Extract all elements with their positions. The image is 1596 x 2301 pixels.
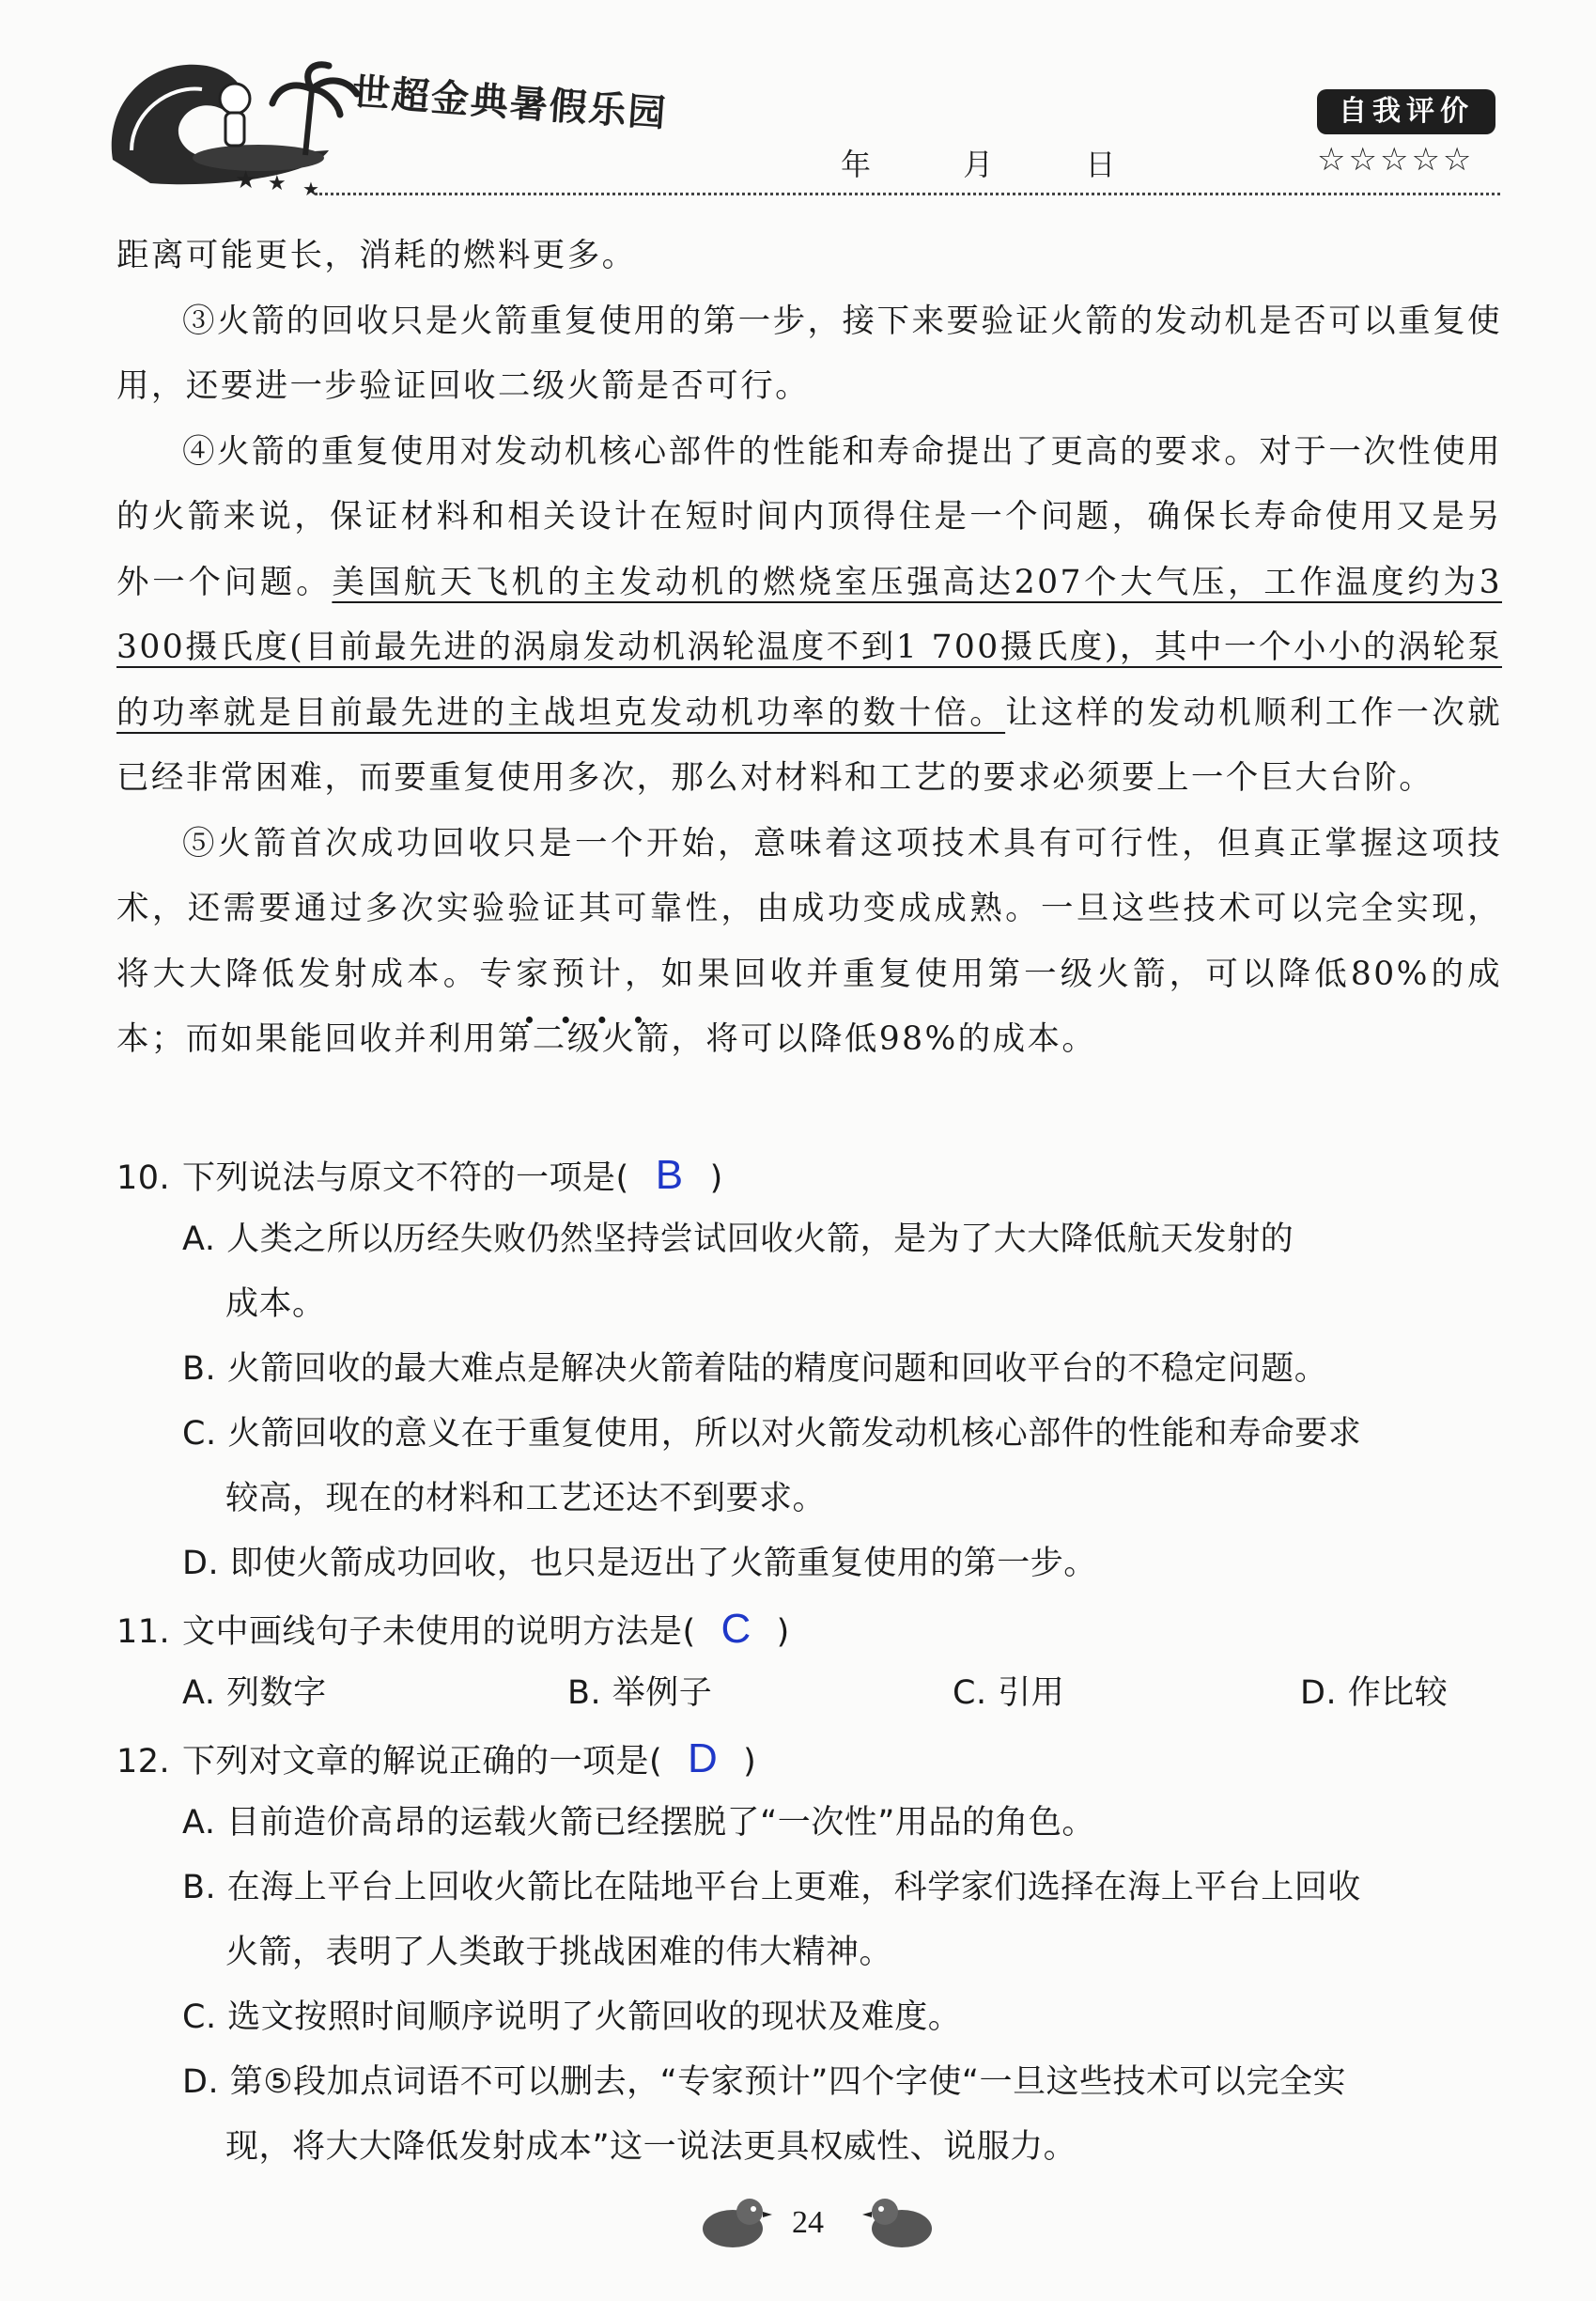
option-d: D. 第⑤段加点词语不可以删去，“专家预计”四个字使“一旦这些技术可以完全实 — [182, 2063, 1346, 2101]
question-text: 下列对文章的解说正确的一项是( — [182, 1743, 663, 1780]
option-a-cont: 成本。 — [225, 1285, 326, 1323]
day-label: 日 — [1085, 147, 1116, 182]
question-10-stem — [116, 1143, 1507, 1207]
p4-intro: ④火箭的重复使用对发动机核心部件的性能和寿命提出了更高的要求。对于一次性使用的火箭来说，保证材料和相关设计在短时间内顶得住是一个问题，确保长寿命使用又是另外一个问题。 — [116, 432, 1502, 601]
question-12-stem — [116, 1726, 1507, 1791]
option-a: A. 列数字 — [182, 1674, 327, 1712]
answer-field[interactable]: D — [688, 1735, 719, 1781]
rating-stars[interactable]: ☆☆☆☆☆ — [1317, 141, 1475, 179]
svg-text:★: ★ — [235, 166, 257, 194]
p5-intro: ⑤火箭首次成功回收只是一个开始，意味着这项技术具有可行性，但真正掌握这项技术，还需要通过多次实验验证其可靠性，由成功变成成熟。一旦这些技术可以完全实现，将大大降低发射成本。 — [116, 824, 1502, 993]
month-label: 月 — [963, 147, 994, 182]
answer-field[interactable]: B — [655, 1152, 684, 1198]
question-number: 12. — [116, 1743, 171, 1780]
year-label: 年 — [841, 147, 872, 182]
passage-paragraph-5 — [116, 812, 1502, 1073]
option-d-cont: 现，将大大降低发射成本”这一说法更具权威性、说服力。 — [225, 2128, 1077, 2166]
question-list — [116, 1143, 1507, 2180]
question-paren: ) — [709, 1159, 723, 1197]
question-text: 文中画线句子未使用的说明方法是( — [182, 1613, 696, 1651]
option-c: C. 火箭回收的意义在于重复使用，所以对火箭发动机核心部件的性能和寿命要求 — [182, 1415, 1362, 1453]
option-b: B. 火箭回收的最大难点是解决火箭着陆的精度问题和回收平台的不稳定问题。 — [182, 1350, 1328, 1388]
question-number: 11. — [116, 1613, 171, 1651]
self-eval-badge: 自我评价 — [1317, 89, 1495, 134]
p4-conclusion: 让这样的发动机顺利工作一次就已经非常困难，而要重复使用多次，那么对材料和工艺的要求必须要上一个巨大台阶。 — [116, 693, 1502, 797]
dotted-char: 预 — [551, 955, 589, 993]
option-b-cont: 火箭，表明了人类敢于挑战困难的伟大精神。 — [225, 1934, 893, 1971]
date-line — [841, 141, 1198, 184]
dotted-char: 家 — [516, 955, 552, 993]
page-number: 24 — [792, 2205, 824, 2240]
passage-paragraph-2-end: 距离可能更长，消耗的燃料更多。 — [116, 237, 637, 274]
dotted-char: 计 — [588, 955, 626, 993]
option-b: B. 在海上平台上回收火箭比在陆地平台上更难，科学家们选择在海上平台上回收 — [182, 1869, 1361, 1906]
svg-text:★: ★ — [268, 172, 287, 195]
option-c-cont: 较高，现在的材料和工艺还达不到要求。 — [225, 1480, 827, 1517]
svg-text:★: ★ — [302, 178, 319, 197]
question-paren: ) — [743, 1743, 757, 1780]
passage-paragraph-3: ③火箭的回收只是火箭重复使用的第一步，接下来要验证火箭的发动机是否可以重复使用，还要进一步验证回收二级火箭是否可行。 — [116, 302, 1502, 405]
option-d: D. 即使火箭成功回收，也只是迈出了火箭重复使用的第一步。 — [182, 1545, 1097, 1582]
option-c: C. 引用 — [953, 1674, 1065, 1712]
option-b: B. 举例子 — [567, 1674, 713, 1712]
brand-title: 世超金典暑假乐园 — [350, 70, 669, 136]
question-text: 下列说法与原文不符的一项是( — [182, 1159, 629, 1197]
dotted-phrase — [479, 956, 625, 993]
question-11-stem — [116, 1596, 1507, 1661]
question-11-options — [116, 1661, 1507, 1726]
header-divider — [315, 193, 1500, 195]
island-logo-icon — [94, 47, 376, 197]
question-paren: ) — [776, 1613, 790, 1651]
option-a: A. 目前造价高昂的运载火箭已经摆脱了“一次性”用品的角色。 — [182, 1804, 1095, 1842]
passage-paragraph-4 — [116, 420, 1502, 812]
dotted-char: 专 — [479, 955, 517, 993]
underlined-sentence: 美国航天飞机的主发动机的燃烧室压强高达207个大气压，工作温度约为3 300摄氏度(目前最先进的涡扇发动机涡轮温度不到1 700摄氏度)，其中一个小小的涡轮泵的功率就是目前最先进的主战坦克发动机功率的数十倍。 — [116, 563, 1502, 732]
question-number: 10. — [116, 1159, 171, 1197]
option-a: A. 人类之所以历经失败仍然坚持尝试回收火箭，是为了大大降低航天发射的 — [182, 1220, 1294, 1258]
p5-conclusion: ，如果回收并重复使用第一级火箭，可以降低80%的成本；而如果能回收并利用第二级火箭，将可以降低98%的成本。 — [116, 955, 1503, 1058]
option-c: C. 选文按照时间顺序说明了火箭回收的现状及难度。 — [182, 1998, 962, 2036]
option-d: D. 作比较 — [1300, 1674, 1449, 1712]
reading-passage — [116, 224, 1502, 1073]
answer-field[interactable]: C — [721, 1606, 752, 1652]
